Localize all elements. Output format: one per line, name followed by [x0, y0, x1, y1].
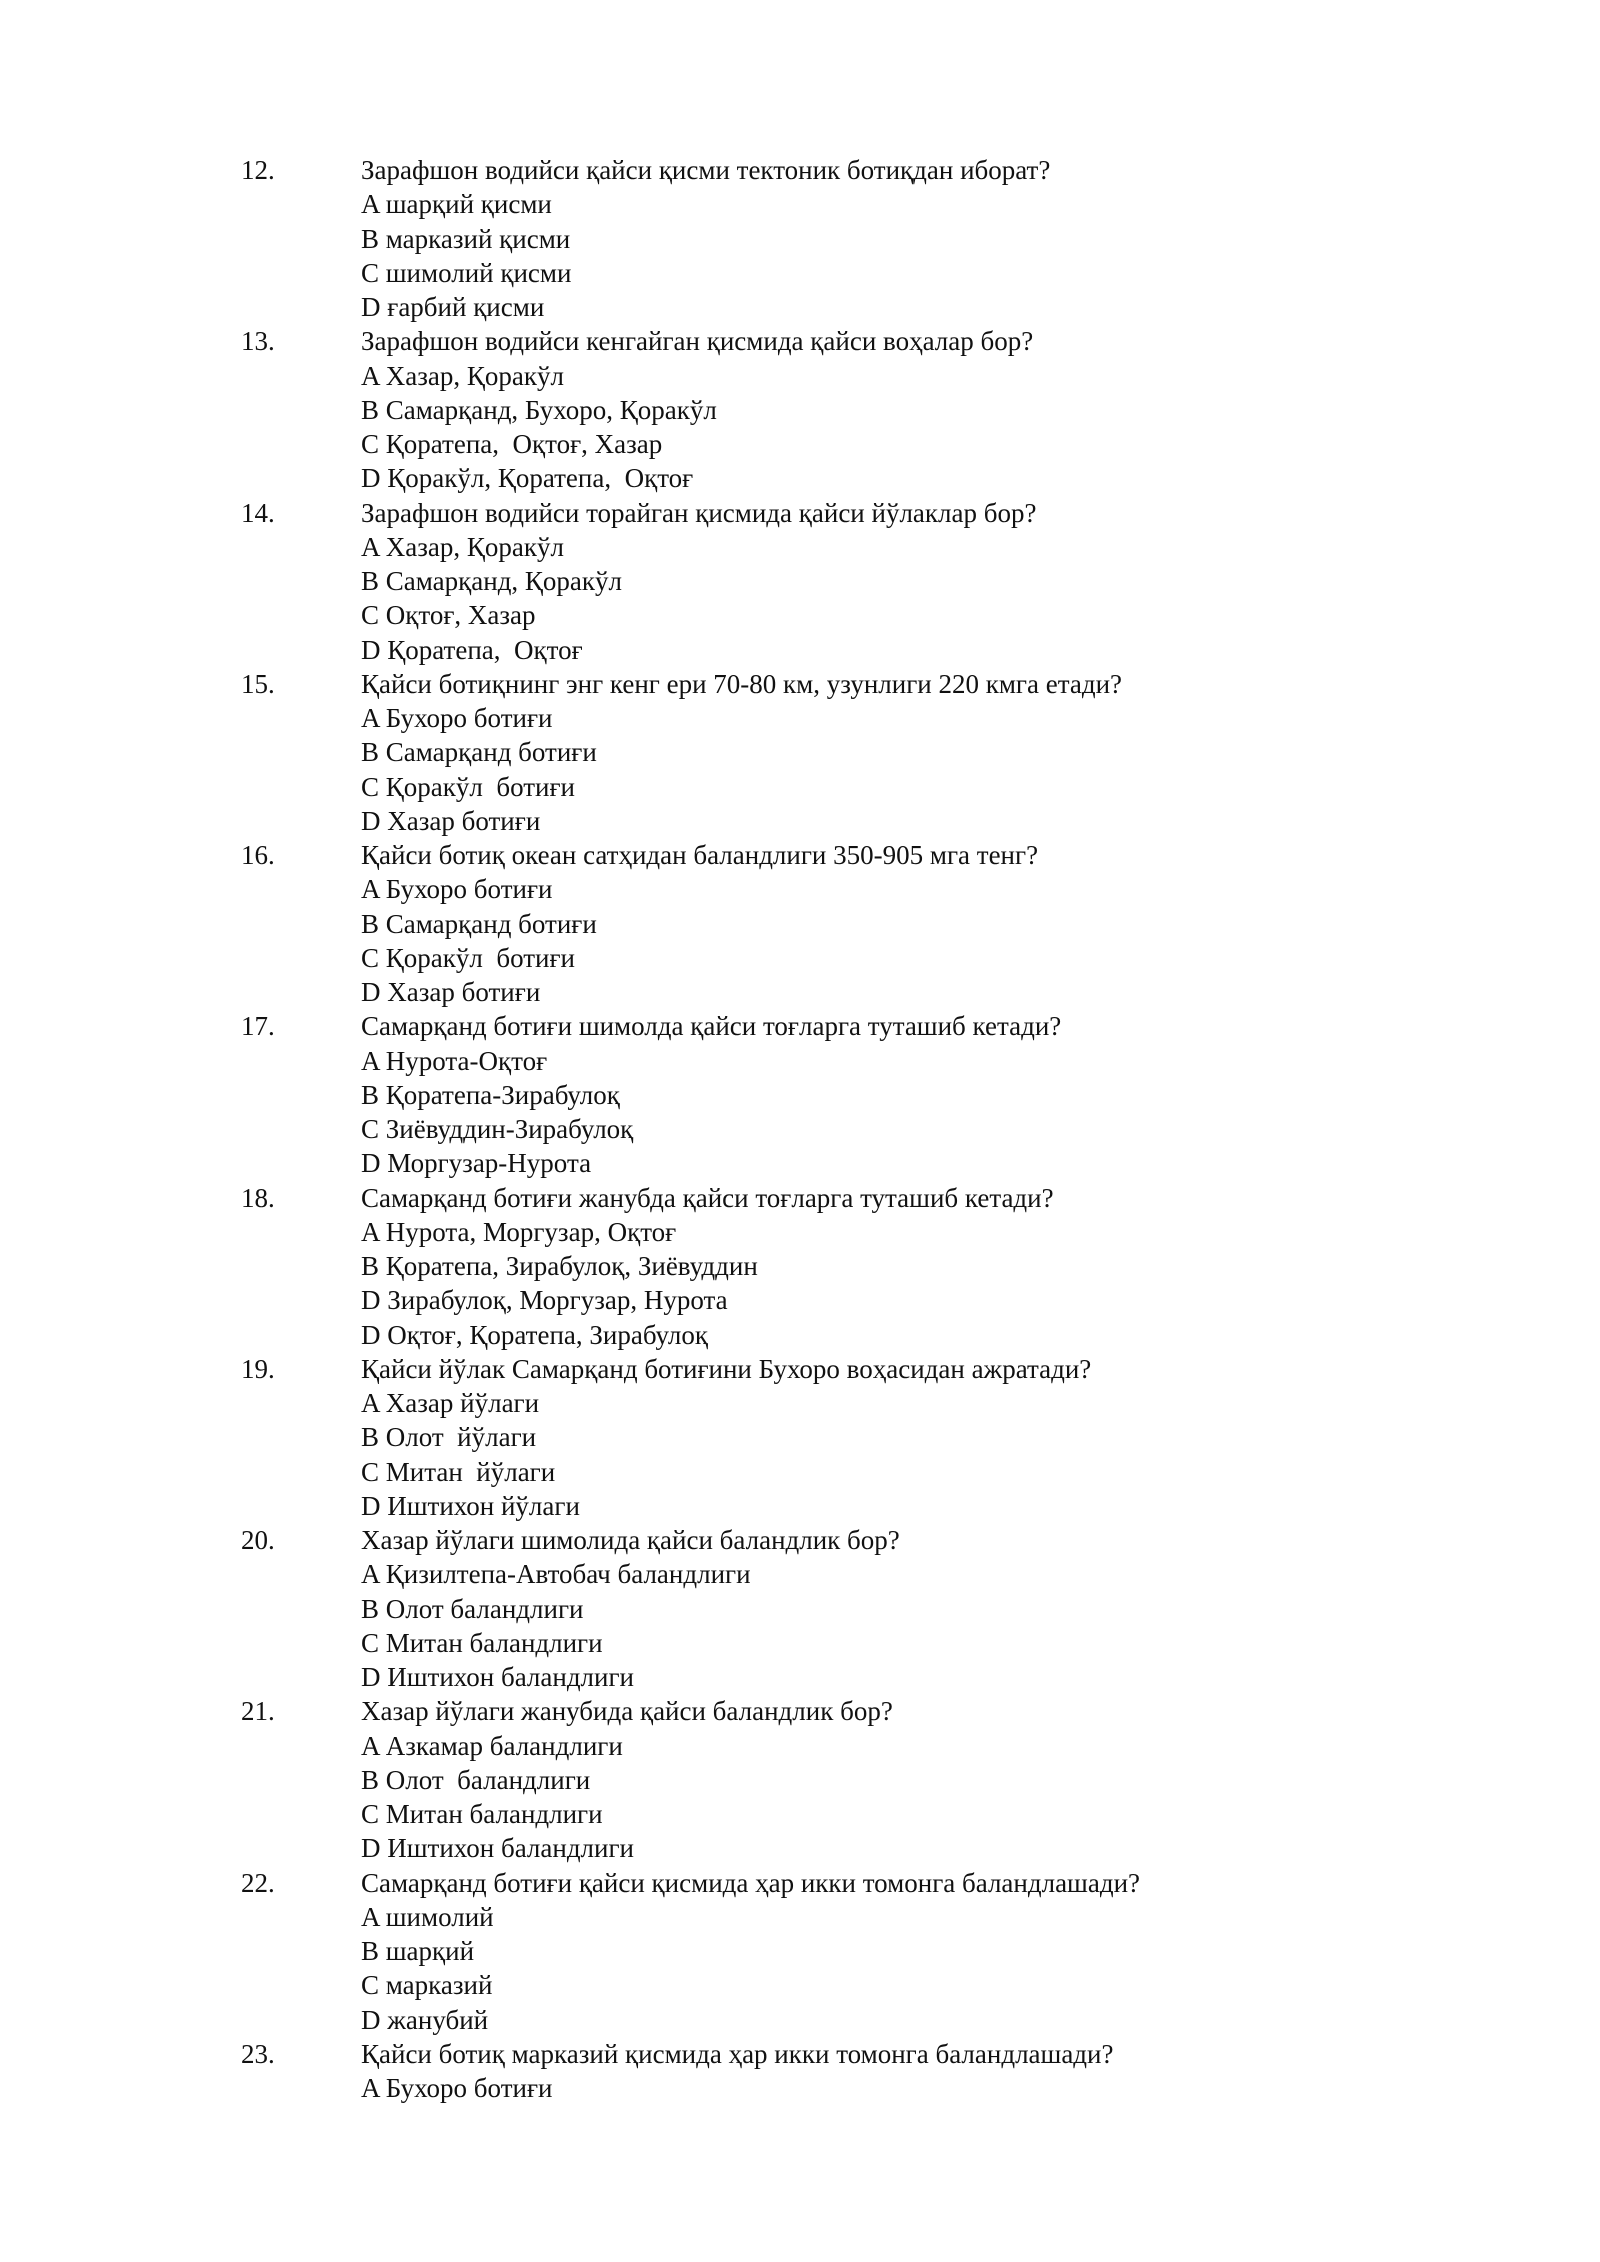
option-text: D Иштихон баландлиги: [361, 1662, 635, 1692]
question-number: 18.: [241, 1182, 275, 1213]
option-text: C шимолий қисми: [361, 257, 572, 288]
question-text: Хазар йўлаги жанубида қайси баландлик бор?: [361, 1696, 893, 1727]
answer-option: [0, 427, 1600, 461]
option-text: A Азкамар баландлиги: [361, 1730, 623, 1761]
option-text: B шарқий: [361, 1936, 475, 1966]
option-text: D Иштихон йўлаги: [361, 1490, 580, 1521]
answer-option: [0, 701, 1600, 735]
answer-option: [0, 256, 1600, 290]
answer-option: [0, 1249, 1600, 1283]
answer-option: [0, 907, 1600, 941]
option-text: C Қоракўл ботиғи: [361, 942, 575, 973]
option-text: C Митан йўлаги: [361, 1456, 556, 1487]
option-text: A Нурота-Оқтоғ: [361, 1045, 548, 1076]
option-text: A шарқий қисми: [361, 189, 552, 220]
question-number: 22.: [241, 1867, 275, 1898]
question-row: [0, 1866, 1600, 1900]
question-row: [0, 838, 1600, 872]
question-text: Қайси йўлак Самарқанд ботиғини Бухоро воҳасидан ажратади?: [361, 1353, 1092, 1384]
question-row: [0, 153, 1600, 187]
question-text: Самарқанд ботиғи жанубда қайси тоғларга туташиб кетади?: [361, 1182, 1054, 1213]
option-text: C Оқтоғ, Хазар: [361, 600, 536, 631]
question-text: Зарафшон водийси қайси қисми тектоник ботиқдан иборат?: [361, 155, 1051, 185]
answer-option: [0, 1386, 1600, 1420]
option-text: B Самарқанд ботиғи: [361, 908, 597, 939]
question-number: 17.: [241, 1011, 275, 1042]
option-text: B Олот йўлаги: [361, 1422, 537, 1453]
option-text: A Хазар йўлаги: [361, 1388, 540, 1418]
answer-option: [0, 1146, 1600, 1180]
question-row: [0, 1009, 1600, 1043]
answer-option: [0, 770, 1600, 804]
option-text: A Бухоро ботиғи: [361, 874, 553, 905]
answer-option: [0, 359, 1600, 393]
answer-option: [0, 290, 1600, 324]
option-text: D Қоратепа, Оқтоғ: [361, 634, 583, 665]
option-text: C Зиёвуддин-Зирабулоқ: [361, 1114, 634, 1144]
question-row: [0, 667, 1600, 701]
answer-option: [0, 1968, 1600, 2002]
option-text: B Самарқанд ботиғи: [361, 737, 597, 768]
answer-option: [0, 735, 1600, 769]
question-number: 15.: [241, 668, 275, 699]
option-text: C Митан баландлиги: [361, 1799, 603, 1829]
question-row: [0, 2037, 1600, 2071]
question-text: Қайси ботиқнинг энг кенг ери 70-80 км, узунлиги 220 кмга етади?: [361, 668, 1123, 699]
answer-option: [0, 1934, 1600, 1968]
answer-option: [0, 2071, 1600, 2105]
option-text: D Хазар ботиғи: [361, 977, 541, 1007]
question-text: Зарафшон водийси кенгайган қисмида қайси воҳалар бор?: [361, 326, 1034, 357]
question-text: Қайси ботиқ марказий қисмида ҳар икки томонга баландлашади?: [361, 2038, 1114, 2069]
answer-option: [0, 393, 1600, 427]
question-row: [0, 1523, 1600, 1557]
answer-option: [0, 461, 1600, 495]
question-text: Зарафшон водийси торайган қисмида қайси йўлаклар бор?: [361, 497, 1037, 528]
option-text: B Олот баландлиги: [361, 1764, 591, 1795]
option-text: D Зирабулоқ, Моргузар, Нурота: [361, 1285, 728, 1316]
option-text: C Митан баландлиги: [361, 1627, 603, 1658]
option-text: A Хазар, Қоракўл: [361, 360, 564, 391]
answer-option: [0, 941, 1600, 975]
question-row: [0, 1352, 1600, 1386]
question-text: Қайси ботиқ океан сатҳидан баландлиги 350-905 мга тенг?: [361, 840, 1039, 870]
answer-option: [0, 1489, 1600, 1523]
answer-option: [0, 804, 1600, 838]
answer-option: [0, 975, 1600, 1009]
answer-option: [0, 633, 1600, 667]
answer-option: [0, 1831, 1600, 1865]
option-text: D Қоракўл, Қоратепа, Оқтоғ: [361, 463, 694, 494]
option-text: A Хазар, Қоракўл: [361, 531, 564, 562]
option-text: B Қоратепа-Зирабулоқ: [361, 1079, 620, 1110]
answer-option: [0, 530, 1600, 564]
answer-option: [0, 1455, 1600, 1489]
option-text: D Моргузар-Нурота: [361, 1148, 592, 1179]
question-number: 16.: [241, 840, 275, 870]
answer-option: [0, 1557, 1600, 1591]
question-text: Самарқанд ботиғи қайси қисмида ҳар икки томонга баландлашади?: [361, 1867, 1141, 1898]
option-text: C марказий: [361, 1970, 493, 2001]
answer-option: [0, 1420, 1600, 1454]
question-text: Хазар йўлаги шимолида қайси баландлик бор?: [361, 1525, 900, 1555]
document-page: [0, 153, 1600, 2105]
question-number: 20.: [241, 1525, 275, 1555]
answer-option: [0, 1763, 1600, 1797]
question-row: [0, 324, 1600, 358]
answer-option: [0, 187, 1600, 221]
answer-option: [0, 598, 1600, 632]
question-number: 21.: [241, 1696, 275, 1727]
answer-option: [0, 1626, 1600, 1660]
option-text: D ғарбий қисми: [361, 292, 545, 322]
answer-option: [0, 1900, 1600, 1934]
option-text: A Бухоро ботиғи: [361, 703, 553, 733]
option-text: A Нурота, Моргузар, Оқтоғ: [361, 1216, 677, 1247]
answer-option: [0, 1078, 1600, 1112]
question-number: 14.: [241, 497, 275, 528]
answer-option: [0, 872, 1600, 906]
question-number: 19.: [241, 1353, 275, 1384]
answer-option: [0, 222, 1600, 256]
option-text: D жанубий: [361, 2004, 489, 2035]
question-number: 12.: [241, 155, 275, 185]
option-text: B Олот баландлиги: [361, 1593, 584, 1624]
option-text: C Қоракўл ботиғи: [361, 771, 575, 802]
question-text: Самарқанд ботиғи шимолда қайси тоғларга туташиб кетади?: [361, 1011, 1062, 1042]
answer-option: [0, 1112, 1600, 1146]
answer-option: [0, 1797, 1600, 1831]
answer-option: [0, 564, 1600, 598]
answer-option: [0, 1318, 1600, 1352]
question-number: 23.: [241, 2038, 275, 2069]
answer-option: [0, 2003, 1600, 2037]
answer-option: [0, 1660, 1600, 1694]
option-text: A Бухоро ботиғи: [361, 2073, 553, 2103]
question-row: [0, 1694, 1600, 1728]
option-text: B Самарқанд, Бухоро, Қоракўл: [361, 394, 717, 425]
option-text: D Хазар ботиғи: [361, 805, 541, 836]
answer-option: [0, 1283, 1600, 1317]
answer-option: [0, 1215, 1600, 1249]
answer-option: [0, 1044, 1600, 1078]
option-text: A Қизилтепа-Автобач баландлиги: [361, 1559, 751, 1590]
question-row: [0, 496, 1600, 530]
question-row: [0, 1181, 1600, 1215]
option-text: B Қоратепа, Зирабулоқ, Зиёвуддин: [361, 1251, 758, 1281]
question-number: 13.: [241, 326, 275, 357]
option-text: A шимолий: [361, 1901, 494, 1932]
option-text: D Оқтоғ, Қоратепа, Зирабулоқ: [361, 1319, 708, 1350]
option-text: B Самарқанд, Қоракўл: [361, 566, 623, 596]
answer-option: [0, 1592, 1600, 1626]
option-text: D Иштихон баландлиги: [361, 1833, 635, 1864]
answer-option: [0, 1729, 1600, 1763]
option-text: B марказий қисми: [361, 223, 571, 254]
option-text: C Қоратепа, Оқтоғ, Хазар: [361, 429, 663, 459]
